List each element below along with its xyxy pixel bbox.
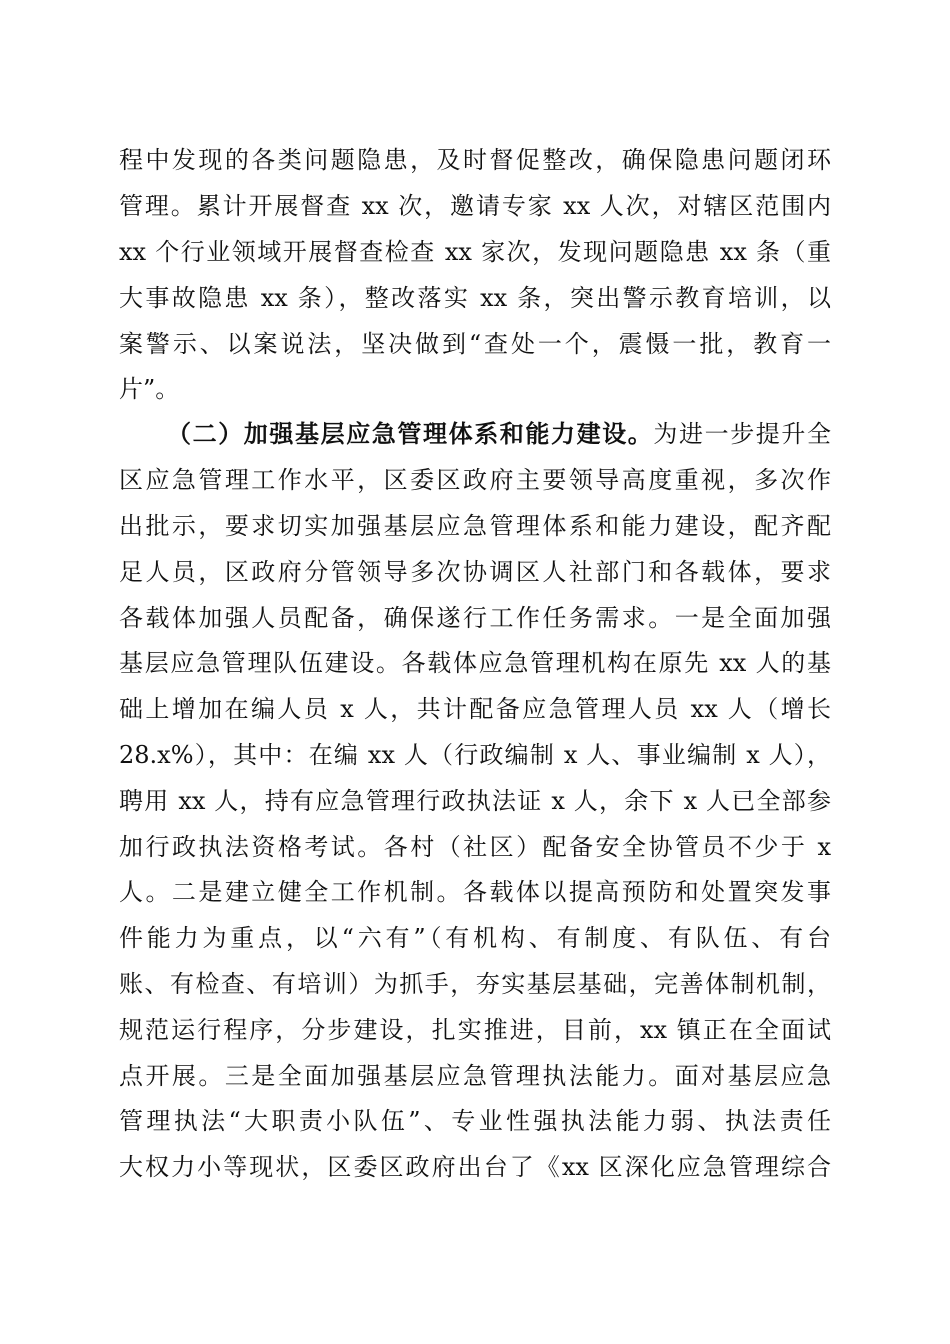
paragraph2-line-5: 各载体加强人员配备，确保遂行工作任务需求。一是全面加强	[119, 604, 831, 632]
paragraph2-first-line-text: 为进一步提升全	[653, 420, 832, 448]
paragraph1-line-1: 程中发现的各类问题隐患，及时督促整改，确保隐患问题闭环	[119, 146, 831, 174]
paragraph2-line-12: 件能力为重点，以“六有”（有机构、有制度、有队伍、有台	[119, 924, 831, 952]
paragraph1-line-5: 案警示、以案说法，坚决做到“查处一个，震慑一批，教育一	[119, 330, 831, 358]
paragraph2-line-2: 区应急管理工作水平，区委区政府主要领导高度重视，多次作	[119, 466, 831, 494]
paragraph2-line-17: 大权力小等现状，区委区政府出台了《xx 区深化应急管理综合	[119, 1153, 831, 1181]
paragraph1-line-4: 大事故隐患 xx 条），整改落实 xx 条，突出警示教育培训，以	[119, 284, 831, 312]
paragraph1-line-3: xx 个行业领域开展督查检查 xx 家次，发现问题隐患 xx 条（重	[119, 238, 831, 266]
section-heading: （二）加强基层应急管理体系和能力建设。	[167, 419, 654, 448]
paragraph2-line-3: 出批示，要求切实加强基层应急管理体系和能力建设，配齐配	[119, 512, 831, 540]
paragraph2-line-11: 人。二是建立健全工作机制。各载体以提高预防和处置突发事	[119, 878, 831, 906]
paragraph2-line-7: 础上增加在编人员 x 人，共计配备应急管理人员 xx 人（增长	[119, 695, 831, 723]
paragraph2-line-14: 规范运行程序，分步建设，扎实推进，目前，xx 镇正在全面试	[119, 1016, 831, 1044]
paragraph2-line-13: 账、有检查、有培训）为抓手，夯实基层基础，完善体制机制，	[119, 970, 831, 998]
paragraph2-line-9: 聘用 xx 人，持有应急管理行政执法证 x 人，余下 x 人已全部参	[119, 787, 831, 815]
paragraph2-line-4: 足人员，区政府分管领导多次协调区人社部门和各载体，要求	[119, 558, 831, 586]
paragraph2-line-8: 28.x%），其中：在编 xx 人（行政编制 x 人、事业编制 x 人），	[119, 741, 831, 769]
paragraph2-line-15: 点开展。三是全面加强基层应急管理执法能力。面对基层应急	[119, 1062, 831, 1090]
paragraph2-line-10: 加行政执法资格考试。各村（社区）配备安全协管员不少于 x	[119, 833, 831, 861]
paragraph1-line-2: 管理。累计开展督查 xx 次，邀请专家 xx 人次，对辖区范围内	[119, 192, 831, 220]
paragraph2-line-16: 管理执法“大职责小队伍”、专业性强执法能力弱、执法责任	[119, 1107, 831, 1135]
paragraph2-line-6: 基层应急管理队伍建设。各载体应急管理机构在原先 xx 人的基	[119, 649, 831, 677]
paragraph1-line-6: 片”。	[119, 375, 180, 403]
paragraph2-first-line	[167, 417, 831, 451]
